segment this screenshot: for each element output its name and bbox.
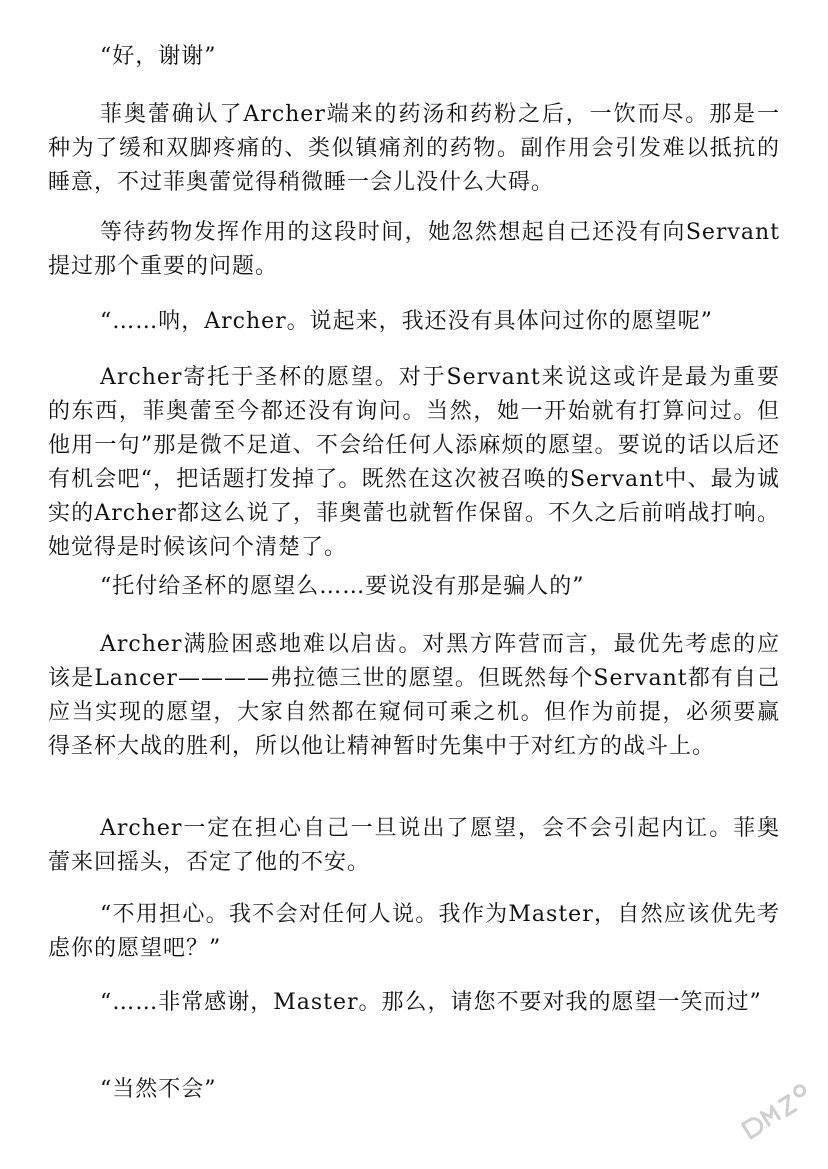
paragraph: 等待药物发挥作用的这段时间，她忽然想起自己还没有向Servant提过那个重要的问题。 <box>48 220 780 279</box>
paragraph: Archer一定在担心自己一旦说出了愿望，会不会引起内讧。菲奥蕾来回摇头，否定了他的不安。 <box>48 816 780 875</box>
paragraph: 菲奥蕾确认了Archer端来的药汤和药粉之后，一饮而尽。那是一种为了缓和双脚疼痛的、类似镇痛剂的药物。副作用会引发难以抵抗的睡意，不过菲奥蕾觉得稍微睡一会儿没什么大碍。 <box>48 102 780 195</box>
dmzj-watermark-logo <box>724 1074 824 1154</box>
paragraph: Archer满脸困惑地难以启齿。对黑方阵营而言，最优先考虑的应该是Lancer————弗拉德三世的愿望。但既然每个Servant都有自己应当实现的愿望，大家自然都在窥伺可乘之机。但作为前提，必须要赢得圣杯大战的胜利，所以他让精神暂时先集中于对红方的战斗上。 <box>48 632 780 759</box>
paragraph: Archer寄托于圣杯的愿望。对于Servant来说这或许是最为重要的东西，菲奥蕾至今都还没有询问。当然，她一开始就有打算问过。但他用一句”那是微不足道、不会给任何人添麻烦的愿望。要说的话以后还有机会吧“，把话题打发掉了。既然在这次被召唤的Servant中、最为诚实的Archer都这么说了，菲奥蕾也就暂作保留。不久之后前哨战打响。她觉得是时候该问个清楚了。 <box>48 365 780 560</box>
paragraph: “当然不会” <box>100 1077 217 1102</box>
paragraph: “……非常感谢，Master。那么，请您不要对我的愿望一笑而过” <box>100 990 762 1015</box>
paragraph: “好，谢谢” <box>100 44 217 69</box>
paragraph: “托付给圣杯的愿望么……要说没有那是骗人的” <box>100 574 585 599</box>
paragraph: “……呐，Archer。说起来，我还没有具体问过你的愿望呢” <box>100 309 713 334</box>
paragraph: “不用担心。我不会对任何人说。我作为Master，自然应该优先考虑你的愿望吧？” <box>48 902 780 961</box>
